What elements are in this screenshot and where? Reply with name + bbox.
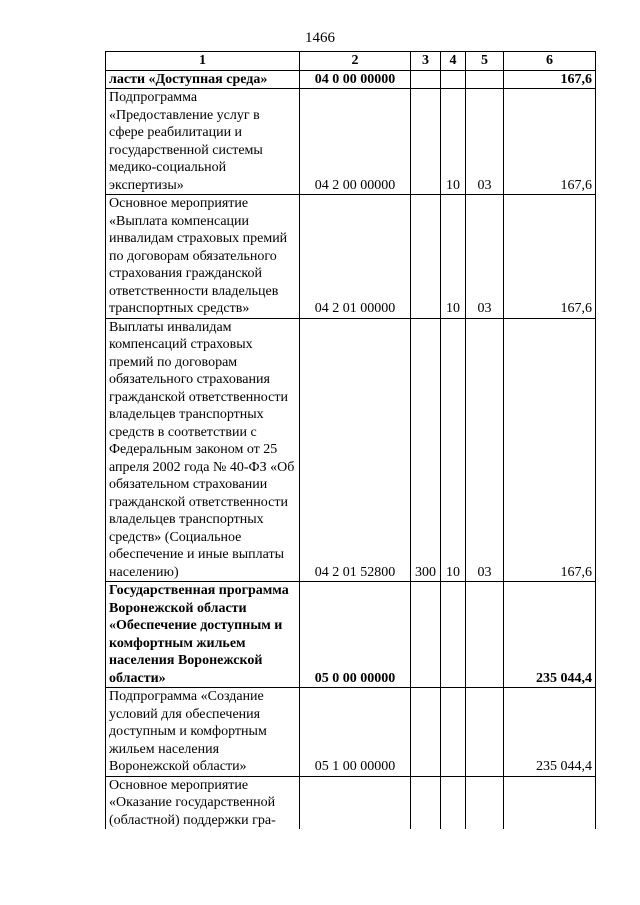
row-col3 xyxy=(411,195,441,319)
row-col3 xyxy=(411,688,441,777)
header-row xyxy=(106,52,596,71)
budget-table xyxy=(105,51,596,829)
row-code: 05 0 00 00000 xyxy=(300,582,411,688)
table-row xyxy=(106,582,596,688)
row-col4 xyxy=(441,688,466,777)
table-row xyxy=(106,70,596,89)
row-col3: 300 xyxy=(411,318,441,582)
row-name: Основное мероприятие «Оказание государственной (областной) поддержки гра- xyxy=(106,776,300,829)
table-row xyxy=(106,195,596,319)
row-amount: 167,6 xyxy=(504,70,596,89)
row-col5 xyxy=(466,688,504,777)
row-col4 xyxy=(441,776,466,829)
table-row xyxy=(106,318,596,582)
row-amount: 167,6 xyxy=(504,318,596,582)
row-col4: 10 xyxy=(441,89,466,195)
row-amount: 235 044,4 xyxy=(504,582,596,688)
header-col-2: 2 xyxy=(300,52,411,71)
table-row xyxy=(106,688,596,777)
row-col4 xyxy=(441,582,466,688)
header-col-1: 1 xyxy=(106,52,300,71)
header-col-4: 4 xyxy=(441,52,466,71)
row-code: 05 1 00 00000 xyxy=(300,688,411,777)
row-name: Основное мероприятие «Выплата компенсации инвалидам страховых премий по договорам обязательного страхования гражданской ответственности владельцев транспортных средств» xyxy=(106,195,300,319)
row-col3 xyxy=(411,776,441,829)
row-name: Подпрограмма «Создание условий для обеспечения доступным и комфортным жильем населения Воронежской области» xyxy=(106,688,300,777)
row-col3 xyxy=(411,70,441,89)
row-col3 xyxy=(411,582,441,688)
row-code: 04 2 01 52800 xyxy=(300,318,411,582)
row-col4: 10 xyxy=(441,318,466,582)
row-name: ласти «Доступная среда» xyxy=(106,70,300,89)
table-row xyxy=(106,776,596,829)
table-row xyxy=(106,89,596,195)
header-col-3: 3 xyxy=(411,52,441,71)
row-col4: 10 xyxy=(441,195,466,319)
row-code: 04 2 01 00000 xyxy=(300,195,411,319)
row-code xyxy=(300,776,411,829)
row-col5 xyxy=(466,776,504,829)
row-name: Государственная программа Воронежской области «Обеспечение доступным и комфортным жильем населения Воронежской области» xyxy=(106,582,300,688)
row-name: Подпрограмма «Предоставление услуг в сфере реабилитации и государственной системы медико-социальной экспертизы» xyxy=(106,89,300,195)
row-code: 04 0 00 00000 xyxy=(300,70,411,89)
row-amount xyxy=(504,776,596,829)
row-amount: 167,6 xyxy=(504,195,596,319)
header-col-6: 6 xyxy=(504,52,596,71)
row-col5 xyxy=(466,70,504,89)
row-code: 04 2 00 00000 xyxy=(300,89,411,195)
row-amount: 167,6 xyxy=(504,89,596,195)
row-col4 xyxy=(441,70,466,89)
row-col3 xyxy=(411,89,441,195)
row-col5: 03 xyxy=(466,318,504,582)
row-col5 xyxy=(466,582,504,688)
row-col5: 03 xyxy=(466,195,504,319)
row-name: Выплаты инвалидам компенсаций страховых премий по договорам обязательного страхования гражданской ответственности владельцев транспортных средств в соответствии с Федеральным законом от 25 апреля 2002 года № 40-ФЗ «Об обязательном страховании гражданской ответственности владельцев транспортных средств» (Социальное обеспечение и иные выплаты населению) xyxy=(106,318,300,582)
header-col-5: 5 xyxy=(466,52,504,71)
row-amount: 235 044,4 xyxy=(504,688,596,777)
page-number: 1466 xyxy=(305,30,335,46)
row-col5: 03 xyxy=(466,89,504,195)
